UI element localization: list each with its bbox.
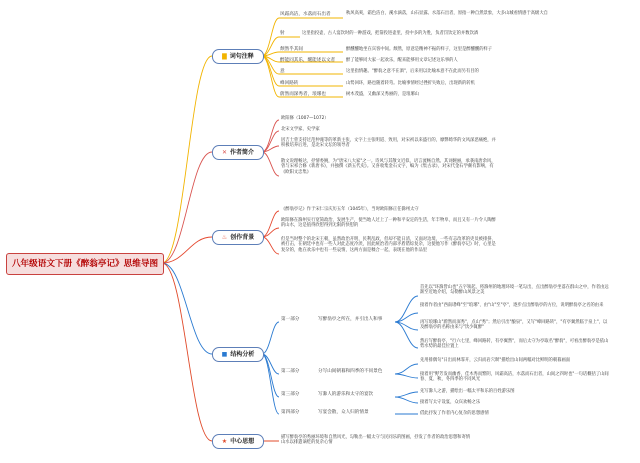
structure-part-summary: 写滁人的游乐和太守的宴饮 [318,392,374,397]
author-item: 欧阳修（1007—1072） [281,116,329,121]
notebook-icon: ▇ [222,52,227,60]
structure-part-summary: 写宴会散，众人归的情景 [318,410,369,415]
structure-detail: 先用排偶句"日出而林霏开，云归而岩穴暝"描绘出山间两幅对比鲜明的朝暮画面 [420,358,571,363]
author-item: 散文说理畅达，抒情委婉，为"唐宋八大家"之一。诗风与其散文近似，语言流畅自然。其词婉丽，承袭南唐余风，曾与宋祁合修《新唐书》，并独撰《新五代史》。又喜收集金石文字，编为《集古录》，对宋代金石学颇有影响，有《欧阳文忠集》 [281,159,496,175]
background-item: 但是当时整个的北宋王朝，虽然政治开明，民利乱政，但却不能日清，又面对边境，一些有志改革的吏员被排挤、被打击，在朝廷中也有一些人对此态度冷淡，因此统治者内部矛盾错综复杂，这使他写作《醉翁亭记》时，心里是复杂的，他在欢乐中也有一些哀情，这两方面是糅合一起，表现在他的作品里 [281,237,496,253]
note-explanation: 这里指情趣。"醉翁之意不在酒"，后来用以比喻本意不在此而另有目的 [346,69,479,74]
structure-detail: 接着写太守设宴，众宾欢畅之乐 [420,400,481,405]
structure-part-label: 第二部分 [281,369,300,374]
structure-detail: 借此抒发了作者内心复杂的思想感情 [420,411,489,416]
branch-label: 结构分析 [230,351,255,358]
structure-part-summary: 分写山间朝暮和四季的不同景色 [318,369,383,374]
central-idea-text: 描写醉翁亭的秀丽环境和自然风光，勾勒出一幅太守与民同乐的图画，抒发了作者的政治思想和寄情山水以排遣谪贬的复杂心情 [281,435,471,446]
note-explanation: 山势回环，路也随着转弯。比喻事情经过挫折失败后，出现新的转机 [346,81,475,86]
structure-detail: 接着作者由"西南诸峰"至"琅琊"、由"山"至"亭"，逐步点出醉翁亭的方位，说明醉翁亭之名的由来 [420,303,604,308]
note-explanation: 树木茂盛，又幽深又秀丽的，是琅琊山 [346,92,420,97]
note-term: 醉能同其乐，醒能述以文者 [280,58,336,63]
branch-background[interactable] [212,230,264,245]
fire-icon: ♨ [221,233,228,241]
branch-central-idea[interactable] [212,434,264,449]
author-item: 北宋文学家、史学家 [281,127,320,132]
mindmap-root-title[interactable]: 八年级语文下册《醉翁亭记》思维导图 [6,253,164,275]
branch-word-notes[interactable] [212,49,264,64]
note-term: 意 [280,69,285,74]
branch-label: 词句注释 [229,53,254,60]
structure-detail: 首先以"环滁皆山也"五字领起，将滁州的地理环境一笔勾出，点出醉翁亭坐落在群山之中，作者由远渐至近地介绍，勾勒醉山风景之美 [420,285,609,296]
flag-icon: ■ [221,350,228,358]
tools-icon: ✕ [221,148,227,156]
note-term: 峰回路转 [280,81,299,86]
star-icon: ★ [221,437,228,445]
structure-part-label: 第一部分 [281,317,300,322]
branch-label: 作者简介 [230,149,255,156]
structure-part-summary: 写醉翁亭之所在，并引出人和事 [318,317,383,322]
background-item: 欧阳修在滁州实行宽简政治，发展生产，使当地人过上了一种和平安定的生活，年丰物阜，而且又有一片令人陶醉的山水，这是值得欣慰得到无限的快慰的 [281,218,496,229]
note-term: 颓然乎其间 [280,47,303,52]
note-explanation: 醉醺醺地坐在宾客中间。颓然，原意是精神不振的样子，这里是醉醺醺的样子 [346,47,493,52]
structure-part-label: 第四部分 [281,410,300,415]
structure-part-label: 第三部分 [281,392,300,397]
structure-detail: 先写滁人之游，描绘出一幅太平和乐的百姓游乐图 [420,389,515,394]
note-term: 风霜高洁，水落而石出者 [280,12,331,17]
structure-detail: 接着用"野芳发而幽香，佳木秀而繁阴，风霜高洁，水落而石出者，山间之四时也"一句话概括了山间春、夏、秋、冬四季的不同风光 [420,372,609,383]
note-explanation: 醉了能够同大家一起欢乐，醒来能够用文章记述这乐事的人 [346,58,458,63]
branch-label: 中心思想 [230,438,255,445]
note-explanation: 秋风高爽，霜色洁白，溪水滴落，山石显露。水落石出者，原指一种自然景象，大多山城看情感于高级大自 [346,11,548,16]
note-explanation: 这里指投壶，古人宴饮时的一种游戏，把箭投进壶里，投中多的为胜，负者罚饮定的并数饮酒 [302,31,479,36]
branch-author[interactable] [212,145,264,160]
note-term: 射 [280,31,285,36]
branch-label: 创作背景 [230,234,255,241]
background-item: 《醉翁亭记》作于宋仁宗庆历五年（1045年），当时欧阳修正任滁州太守 [281,207,419,212]
author-item: 因吉士曾支持过范仲淹等的革新主张，文字上主张明道、致用，对宋初以来盛行的，靡弊绮华的文风深恶痛绝，并积极培养后进，是北宋文坛的领导者 [281,138,496,149]
structure-detail: 再写琅琊山"蔚然而深秀"，点山"秀"；然后引出"酿泉"，又写"峰回路转"，"有亭翼然临于泉上"，以及醉翁亭的名称由来与"饮少辄醉" [420,320,608,331]
branch-structure[interactable] [212,347,264,362]
structure-detail: 然后写醉翁亭，"行六七里，峰回路转，有亭翼然"，而后太守为亭取名"醉翁"，可看出醉翁亭是依山势水势的最佳位置上 [420,339,609,350]
note-term: 蔚然而深秀者，琅琊也 [280,92,326,97]
